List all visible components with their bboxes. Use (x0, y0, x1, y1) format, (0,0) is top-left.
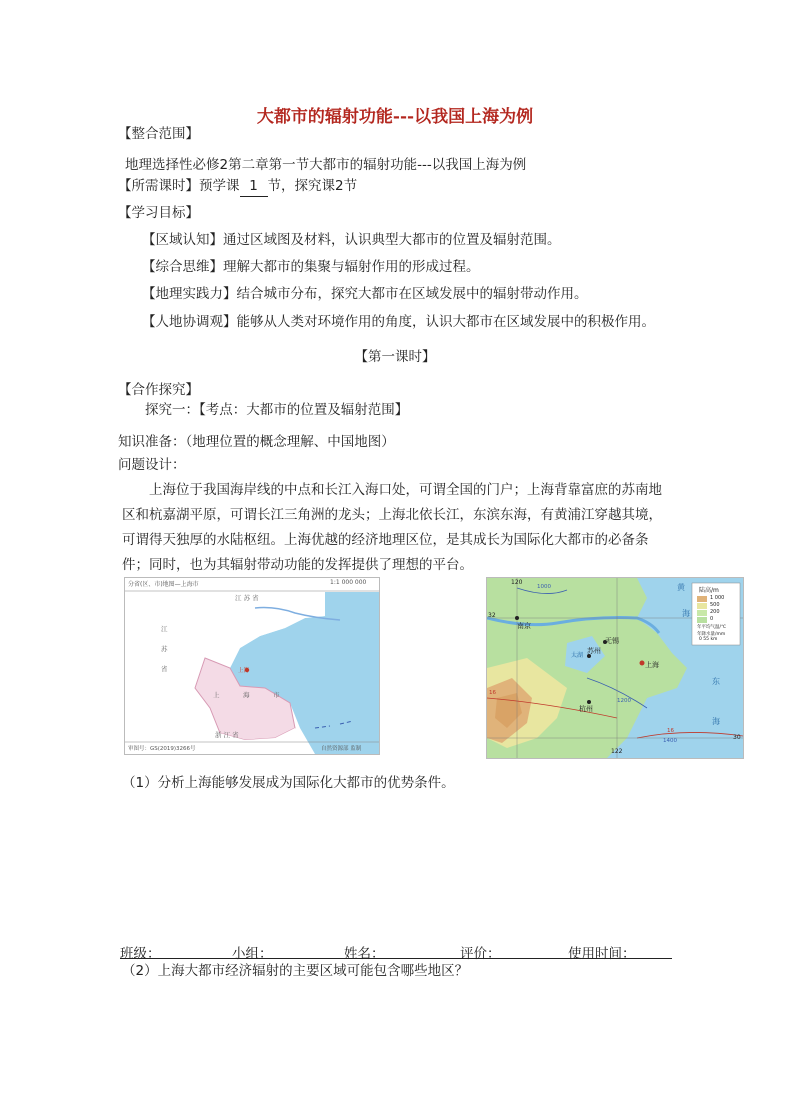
yangtze-delta-map-graphic (487, 578, 743, 758)
hours-mid: 节，探究课2节 (267, 178, 358, 194)
map1-js-char: 江 (161, 625, 168, 633)
map2-lat-label: 32 (488, 612, 496, 619)
map2-legend-line: 年平均气温/℃ (697, 625, 727, 630)
yangtze-delta-physical-map (486, 577, 744, 759)
explore-one: 探究一：【考点：大都市的位置及辐射范围】 (145, 402, 409, 418)
map1-footer-left: 审图号：GS(2019)3266号 (128, 746, 196, 752)
map2-legend-title: 陆高/m (699, 587, 719, 594)
map2-city: 苏州 (587, 647, 601, 655)
question-1: （1）分析上海能够发展成为国际化大都市的优势条件。 (122, 775, 455, 791)
map1-sh-char: 海 (243, 691, 250, 699)
hours-pre: 预学课 (199, 178, 240, 194)
goal-item: 【综合思维】理解大都市的集聚与辐射作用的形成过程。 (142, 259, 480, 275)
map2-lat-label: 30 (733, 734, 741, 741)
map2-legend-item: 200 (710, 609, 720, 615)
goal-item: 【人地协调观】能够从人类对环境作用的角度，认识大都市在区域发展中的积极作用。 (142, 314, 655, 330)
map2-sea-char: 黄 (677, 583, 685, 592)
question-design: 问题设计： (118, 457, 186, 473)
map2-lake: 太湖 (571, 652, 584, 659)
map2-city: 南京 (517, 622, 531, 630)
map1-footer-right: 自然资源部 监制 (321, 746, 362, 752)
scope-heading: 【整合范围】 (118, 126, 199, 142)
question-2: （2）上海大都市经济辐射的主要区域可能包含哪些地区？ (122, 963, 469, 979)
map2-contour-label: 16 (667, 728, 674, 734)
knowledge-prep: 知识准备：（地理位置的概念理解、中国地图） (118, 434, 395, 450)
map2-city: 杭州 (579, 705, 593, 713)
map2-legend-item: 1 000 (710, 595, 725, 601)
map2-legend-item: 0 (710, 616, 714, 622)
map1-city-shanghai: 上海 (238, 668, 250, 674)
map1-js-char: 苏 (161, 645, 168, 653)
footer-name: 姓名： (344, 946, 385, 962)
map1-header-right: 1:1 000 000 (330, 579, 367, 586)
map2-contour-label: 1200 (617, 698, 631, 704)
map2-legend-line: 年降水量/mm (697, 632, 726, 637)
footer-group: 小组： (232, 946, 273, 962)
footer-eval: 评价： (460, 946, 501, 962)
page-title: 大都市的辐射功能---以我国上海为例 (256, 107, 534, 127)
map2-contour-label: 16 (489, 690, 496, 696)
map1-sh-char: 市 (273, 691, 280, 699)
goal-item: 【地理实践力】结合城市分布，探究大都市在区域发展中的辐射带动作用。 (142, 286, 588, 302)
map2-legend-item: 500 (710, 602, 720, 608)
shanghai-admin-map (124, 577, 380, 755)
map2-scale: 0 55 km (699, 637, 718, 642)
goals-heading: 【学习目标】 (118, 205, 199, 221)
map2-sea-char: 海 (712, 717, 720, 726)
map1-header-left: 分省(区、市)地图—上海市 (128, 581, 199, 588)
map1-sh-char: 上 (213, 691, 220, 699)
lesson-heading: 【第一课时】 (354, 349, 436, 365)
footer-time: 使用时间： (568, 946, 636, 962)
map2-city: 上海 (645, 661, 659, 669)
hours-label: 【所需课时】 (118, 178, 199, 194)
hours-pre-value: 1 (240, 176, 268, 197)
hours-line (118, 176, 357, 197)
map2-lon-label: 122 (611, 748, 623, 755)
map2-contour-label: 1400 (663, 738, 677, 744)
map1-region-jiangsu: 江 苏 省 (235, 594, 259, 602)
map2-city: 无锡 (605, 637, 619, 645)
map1-region-zhejiang: 浙 江 省 (215, 731, 239, 739)
intro-paragraph: 上海位于我国海岸线的中点和长江入海口处，可谓全国的门户；上海背靠富庶的苏南地区和杭嘉湖平原，可谓长江三角洲的龙头；上海北依长江，东滨东海，有黄浦江穿越其境，可谓得天独厚的水陆枢纽。上海优越的经济地理区位，是其成长为国际化大都市的必备条件；同时，也为其辐射带动功能的发挥提供了理想的平台。 (122, 482, 662, 573)
map2-lon-label: 120 (511, 579, 523, 586)
goal-item: 【区域认知】通过区域图及材料，认识典型大都市的位置及辐射范围。 (142, 232, 561, 248)
scope-text: 地理选择性必修2第二章第一节大都市的辐射功能---以我国上海为例 (125, 157, 527, 173)
footer-class: 班级： (120, 946, 161, 962)
map2-contour-label: 1000 (537, 584, 551, 590)
map1-js-char: 省 (161, 665, 168, 673)
map2-sea-char: 东 (712, 677, 720, 686)
map2-sea-char: 海 (682, 609, 690, 618)
coop-heading: 【合作探究】 (118, 382, 199, 398)
footer-info-bar (120, 942, 672, 962)
